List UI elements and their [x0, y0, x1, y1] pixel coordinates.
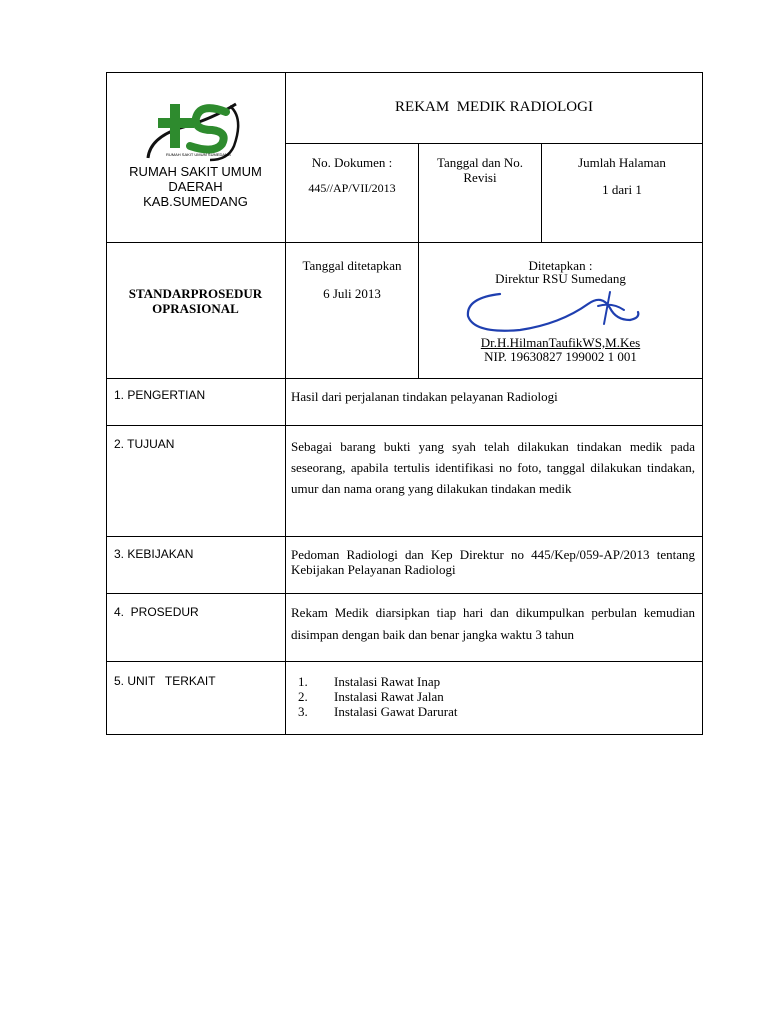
hospital-name: [107, 164, 284, 209]
pengertian-text: Hasil dari perjalanan tindakan pelayanan Radiologi: [291, 389, 558, 404]
list-item: [286, 689, 686, 704]
table-border-title-bottom: [285, 143, 703, 144]
set-by-label: Ditetapkan :: [528, 258, 593, 273]
unit-terkait-label: 5. UNIT TERKAIT: [114, 674, 216, 688]
revision-label: Tanggal dan No. Revisi: [436, 155, 524, 185]
table-border-bottom: [106, 734, 703, 735]
pages-value: 1 dari 1: [602, 182, 642, 197]
signature-icon: [460, 284, 650, 338]
unit-terkait-list: [286, 674, 686, 719]
sop-label: [107, 286, 284, 316]
kebijakan-text: Pedoman Radiologi dan Kep Direktur no 445/Kep/059-AP/2013 tentang Kebijakan Pelayanan Radiologi: [291, 547, 695, 577]
signer-name: Dr.H.HilmanTaufikWS,M.Kes: [480, 335, 641, 350]
list-item-text: Instalasi Rawat Jalan: [334, 689, 444, 704]
table-border-row2-bottom: [106, 536, 703, 537]
doc-number-label: No. Dokumen :: [311, 155, 393, 170]
table-border-approval-bottom: [106, 378, 703, 379]
hospital-logo: [140, 98, 248, 166]
prosedur-label: 4. PROSEDUR: [114, 605, 199, 619]
list-item: [286, 704, 686, 719]
logo-caption: RUMAH SAKIT UMUM SUMEDANG: [166, 152, 232, 157]
document-title: REKAM MEDIK RADIOLOGI: [395, 99, 593, 115]
tujuan-label: 2. TUJUAN: [114, 437, 175, 451]
date-value: 6 Juli 2013: [323, 286, 381, 301]
doc-number-value: 445//AP/VII/2013: [308, 181, 396, 195]
table-border-col-divider: [285, 72, 286, 735]
list-item-number: 1.: [298, 674, 308, 689]
sop-label-line-2: OPRASIONAL: [152, 301, 239, 316]
hospital-name-line-2: DAERAH: [168, 179, 223, 194]
pages-label: Jumlah Halaman: [578, 155, 666, 170]
set-by-role: Direktur RSU Sumedang: [495, 271, 626, 286]
list-item-number: 3.: [298, 704, 308, 719]
list-item-text: Instalasi Rawat Inap: [334, 674, 441, 689]
pengertian-label: 1. PENGERTIAN: [114, 388, 206, 402]
table-border-row4-bottom: [106, 661, 703, 662]
table-border-top: [106, 72, 703, 73]
table-border-right: [702, 72, 703, 735]
hospital-name-line-1: RUMAH SAKIT UMUM: [129, 164, 262, 179]
prosedur-text: Rekam Medik diarsipkan tiap hari dan dikumpulkan perbulan kemudian disimpan dengan baik dan benar jangka waktu 3 tahun: [291, 605, 695, 642]
list-item-text: Instalasi Gawat Darurat: [334, 704, 458, 719]
list-item: [286, 674, 686, 689]
kebijakan-label: 3. KEBIJAKAN: [114, 547, 194, 561]
sop-label-line-1: STANDARPROSEDUR: [128, 286, 263, 301]
table-border-row1-bottom: [106, 425, 703, 426]
date-label: Tanggal ditetapkan: [302, 258, 402, 273]
tujuan-text: Sebagai barang bukti yang syah telah dilakukan tindakan medik pada seseorang, apabila tertulis identifikasi no foto, tanggal dilakukan tindakan, umur dan nama orang yang dilakukan tindakan medik: [291, 439, 695, 496]
table-border-header-bottom: [106, 242, 703, 243]
table-border-row3-bottom: [106, 593, 703, 594]
hospital-name-line-3: KAB.SUMEDANG: [143, 194, 248, 209]
signer-nip: NIP. 19630827 199002 1 001: [484, 349, 637, 364]
list-item-number: 2.: [298, 689, 308, 704]
